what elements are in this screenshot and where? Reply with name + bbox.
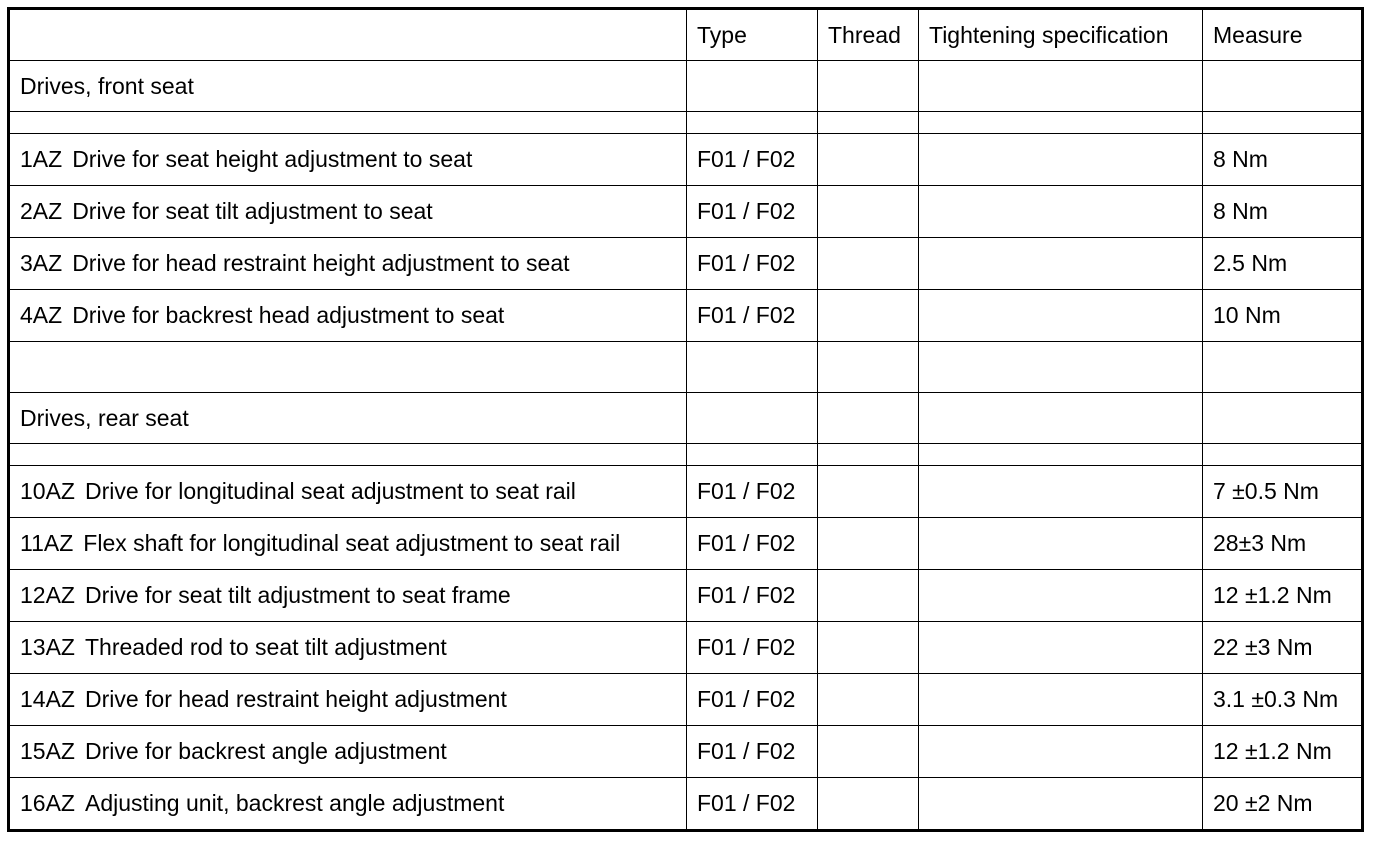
- part-code: 3AZ: [20, 250, 63, 276]
- description-cell: [9, 622, 687, 674]
- type-cell: F01 / F02: [687, 290, 818, 342]
- measure-cell: 8 Nm: [1203, 134, 1363, 186]
- empty-cell: [687, 112, 818, 134]
- empty-cell: [9, 342, 687, 393]
- part-description: Drive for longitudinal seat adjustment to seat rail: [84, 478, 576, 504]
- thread-cell: [818, 466, 919, 518]
- description-cell: [9, 186, 687, 238]
- description-cell: [9, 570, 687, 622]
- tightening-cell: [919, 570, 1203, 622]
- tightening-cell: [919, 466, 1203, 518]
- tightening-cell: [919, 186, 1203, 238]
- empty-cell: [919, 444, 1203, 466]
- measure-cell: 8 Nm: [1203, 186, 1363, 238]
- empty-cell: [919, 61, 1203, 112]
- thread-cell: [818, 570, 919, 622]
- tightening-cell: [919, 238, 1203, 290]
- thread-cell: [818, 186, 919, 238]
- header-thread: Thread: [818, 9, 919, 61]
- measure-cell: 10 Nm: [1203, 290, 1363, 342]
- table-row: [9, 570, 1363, 622]
- measure-cell: 7 ±0.5 Nm: [1203, 466, 1363, 518]
- part-description: Drive for backrest angle adjustment: [84, 738, 447, 764]
- description-cell: [9, 518, 687, 570]
- table-row: [9, 466, 1363, 518]
- table-row: [9, 726, 1363, 778]
- tightening-cell: [919, 778, 1203, 831]
- thread-cell: [818, 726, 919, 778]
- empty-cell: [919, 112, 1203, 134]
- measure-cell: 12 ±1.2 Nm: [1203, 726, 1363, 778]
- thread-cell: [818, 290, 919, 342]
- header-tightening-specification: Tightening specification: [919, 9, 1203, 61]
- description-cell: [9, 778, 687, 831]
- type-cell: F01 / F02: [687, 518, 818, 570]
- part-code: 2AZ: [20, 198, 63, 224]
- type-cell: F01 / F02: [687, 186, 818, 238]
- part-description: Drive for seat tilt adjustment to seat: [72, 198, 433, 224]
- table-row: [9, 778, 1363, 831]
- measure-cell: 12 ±1.2 Nm: [1203, 570, 1363, 622]
- empty-cell: [818, 342, 919, 393]
- type-cell: F01 / F02: [687, 726, 818, 778]
- part-code: 13AZ: [20, 634, 75, 660]
- table-row: [9, 622, 1363, 674]
- part-description: Adjusting unit, backrest angle adjustment: [84, 790, 505, 816]
- type-cell: F01 / F02: [687, 570, 818, 622]
- section-row-front-seat: [9, 61, 1363, 112]
- table-row: [9, 518, 1363, 570]
- section-title-front-seat: Drives, front seat: [9, 61, 687, 112]
- part-description: Drive for backrest head adjustment to seat: [72, 302, 505, 328]
- tightening-cell: [919, 674, 1203, 726]
- tightening-cell: [919, 518, 1203, 570]
- tightening-cell: [919, 726, 1203, 778]
- thread-cell: [818, 134, 919, 186]
- thread-cell: [818, 778, 919, 831]
- empty-cell: [9, 444, 687, 466]
- type-cell: F01 / F02: [687, 622, 818, 674]
- header-type: Type: [687, 9, 818, 61]
- thread-cell: [818, 238, 919, 290]
- measure-cell: 3.1 ±0.3 Nm: [1203, 674, 1363, 726]
- type-cell: F01 / F02: [687, 466, 818, 518]
- empty-cell: [818, 61, 919, 112]
- part-description: Drive for head restraint height adjustment to seat: [72, 250, 570, 276]
- description-cell: [9, 290, 687, 342]
- spec-table-wrapper: [7, 7, 1364, 832]
- description-cell: [9, 466, 687, 518]
- empty-cell: [1203, 112, 1363, 134]
- part-code: 16AZ: [20, 790, 75, 816]
- part-code: 11AZ: [20, 530, 74, 556]
- type-cell: F01 / F02: [687, 778, 818, 831]
- empty-cell: [1203, 342, 1363, 393]
- part-description: Flex shaft for longitudinal seat adjustment to seat rail: [83, 530, 621, 556]
- empty-cell: [687, 342, 818, 393]
- empty-cell: [687, 444, 818, 466]
- empty-cell: [687, 393, 818, 444]
- thread-cell: [818, 674, 919, 726]
- spacer-row: [9, 112, 1363, 134]
- section-row-rear-seat: [9, 393, 1363, 444]
- tightening-cell: [919, 622, 1203, 674]
- table-row: [9, 238, 1363, 290]
- section-title-rear-seat: Drives, rear seat: [9, 393, 687, 444]
- part-description: Drive for seat tilt adjustment to seat frame: [84, 582, 511, 608]
- part-code: 10AZ: [20, 478, 75, 504]
- tightening-spec-table: [7, 7, 1364, 832]
- table-row: [9, 674, 1363, 726]
- table-row: [9, 134, 1363, 186]
- empty-cell: [1203, 393, 1363, 444]
- thread-cell: [818, 622, 919, 674]
- empty-cell: [818, 444, 919, 466]
- description-cell: [9, 674, 687, 726]
- tightening-cell: [919, 290, 1203, 342]
- empty-cell: [818, 112, 919, 134]
- part-code: 12AZ: [20, 582, 75, 608]
- part-description: Drive for head restraint height adjustment: [84, 686, 507, 712]
- empty-cell: [919, 393, 1203, 444]
- measure-cell: 20 ±2 Nm: [1203, 778, 1363, 831]
- empty-cell: [919, 342, 1203, 393]
- table-row: [9, 186, 1363, 238]
- empty-cell: [818, 393, 919, 444]
- part-code: 4AZ: [20, 302, 63, 328]
- part-code: 14AZ: [20, 686, 75, 712]
- header-measure: Measure: [1203, 9, 1363, 61]
- tightening-cell: [919, 134, 1203, 186]
- measure-cell: 2.5 Nm: [1203, 238, 1363, 290]
- spacer-row: [9, 444, 1363, 466]
- part-code: 1AZ: [20, 146, 63, 172]
- description-cell: [9, 134, 687, 186]
- type-cell: F01 / F02: [687, 134, 818, 186]
- empty-cell: [1203, 61, 1363, 112]
- blank-row: [9, 342, 1363, 393]
- empty-cell: [1203, 444, 1363, 466]
- table-row: [9, 290, 1363, 342]
- measure-cell: 22 ±3 Nm: [1203, 622, 1363, 674]
- empty-cell: [687, 61, 818, 112]
- description-cell: [9, 726, 687, 778]
- part-description: Drive for seat height adjustment to seat: [72, 146, 473, 172]
- type-cell: F01 / F02: [687, 238, 818, 290]
- part-description: Threaded rod to seat tilt adjustment: [84, 634, 447, 660]
- header-blank-cell: [9, 9, 687, 61]
- measure-cell: 28±3 Nm: [1203, 518, 1363, 570]
- empty-cell: [9, 112, 687, 134]
- type-cell: F01 / F02: [687, 674, 818, 726]
- description-cell: [9, 238, 687, 290]
- part-code: 15AZ: [20, 738, 75, 764]
- header-row: [9, 9, 1363, 61]
- thread-cell: [818, 518, 919, 570]
